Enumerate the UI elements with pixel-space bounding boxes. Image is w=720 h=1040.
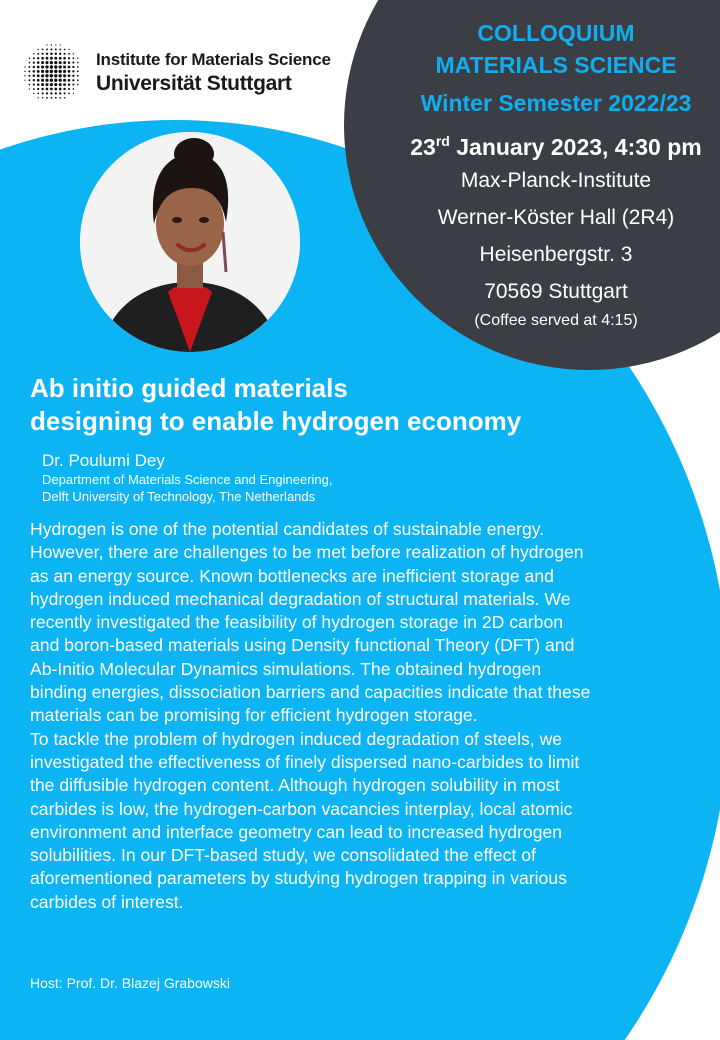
university-logo [22,42,331,104]
series-title-line1: COLLOQUIUM [477,20,635,46]
speaker-portrait [80,132,300,352]
affiliation-line1: Department of Materials Science and Engineering, [42,472,333,487]
abstract-line: investigated the effectiveness of finely dispersed nano-carbides to limit [30,751,580,772]
talk-title-line2: designing to enable hydrogen economy [30,406,522,436]
abstract-line: recently investigated the feasibility of hydrogen storage in 2D carbon [30,612,564,633]
abstract-line: as an energy source. Known bottlenecks are inefficient storage and [30,565,554,586]
coffee-note: (Coffee served at 4:15) [474,312,638,329]
abstract-line: Hydrogen is one of the potential candidates of sustainable energy. [30,519,545,539]
abstract-line: carbides of interest. [30,891,184,912]
semester: Winter Semester 2022/23 [420,90,692,116]
date-suffix: rd [435,133,450,149]
university-name: Universität Stuttgart [96,72,292,95]
venue-line2: Werner-Köster Hall (2R4) [437,206,675,229]
talk-title [30,372,521,438]
date-rest: January 2023, 4:30 pm [449,134,702,160]
abstract-line: materials can be promising for efficient hydrogen storage. [30,705,478,726]
abstract [30,518,714,914]
venue-line1: Max-Planck-Institute [460,169,652,192]
venue-line3: Heisenbergstr. 3 [479,243,633,266]
abstract-line: and boron-based materials using Density functional Theory (DFT) and [30,635,575,656]
speaker-info [42,450,333,505]
abstract-line: aforementioned parameters by studying hydrogen trapping in various [30,868,567,889]
abstract-line: environment and interface geometry can lead to increased hydrogen [30,821,563,842]
abstract-line: solubilities. In our DFT-based study, we consolidated the effect of [30,845,536,866]
date-day: 23 [410,134,436,160]
host: Host: Prof. Dr. Blazej Grabowski [30,975,230,991]
abstract-line: To tackle the problem of hydrogen induced degradation of steels, we [30,728,563,749]
venue-line4: 70569 Stuttgart [484,280,628,303]
speaker-name: Dr. Poulumi Dey [42,451,165,470]
abstract-line: Ab-Initio Molecular Dynamics simulations. The obtained hydrogen [30,658,542,679]
affiliation-line2: Delft University of Technology, The Netherlands [42,489,316,504]
abstract-line: the diffusible hydrogen content. Although hydrogen solubility in most [30,775,560,796]
series-title-line2: MATERIALS SCIENCE [435,52,677,78]
event-date [380,126,720,162]
abstract-line: hydrogen induced mechanical degradation of structural materials. We [30,588,571,609]
university-logo-icon [22,42,84,104]
abstract-line: binding energies, dissociation barriers and capacities indicate that these [30,682,591,703]
abstract-line: carbides is low, the hydrogen-carbon vacancies interplay, local atomic [30,798,573,819]
event-info [380,18,720,330]
abstract-line: However, there are challenges to be met before realization of hydrogen [30,542,584,563]
talk-title-line1: Ab initio guided materials [30,373,348,403]
speaker-photo-icon [80,132,300,352]
institute-name: Institute for Materials Science [96,50,331,69]
